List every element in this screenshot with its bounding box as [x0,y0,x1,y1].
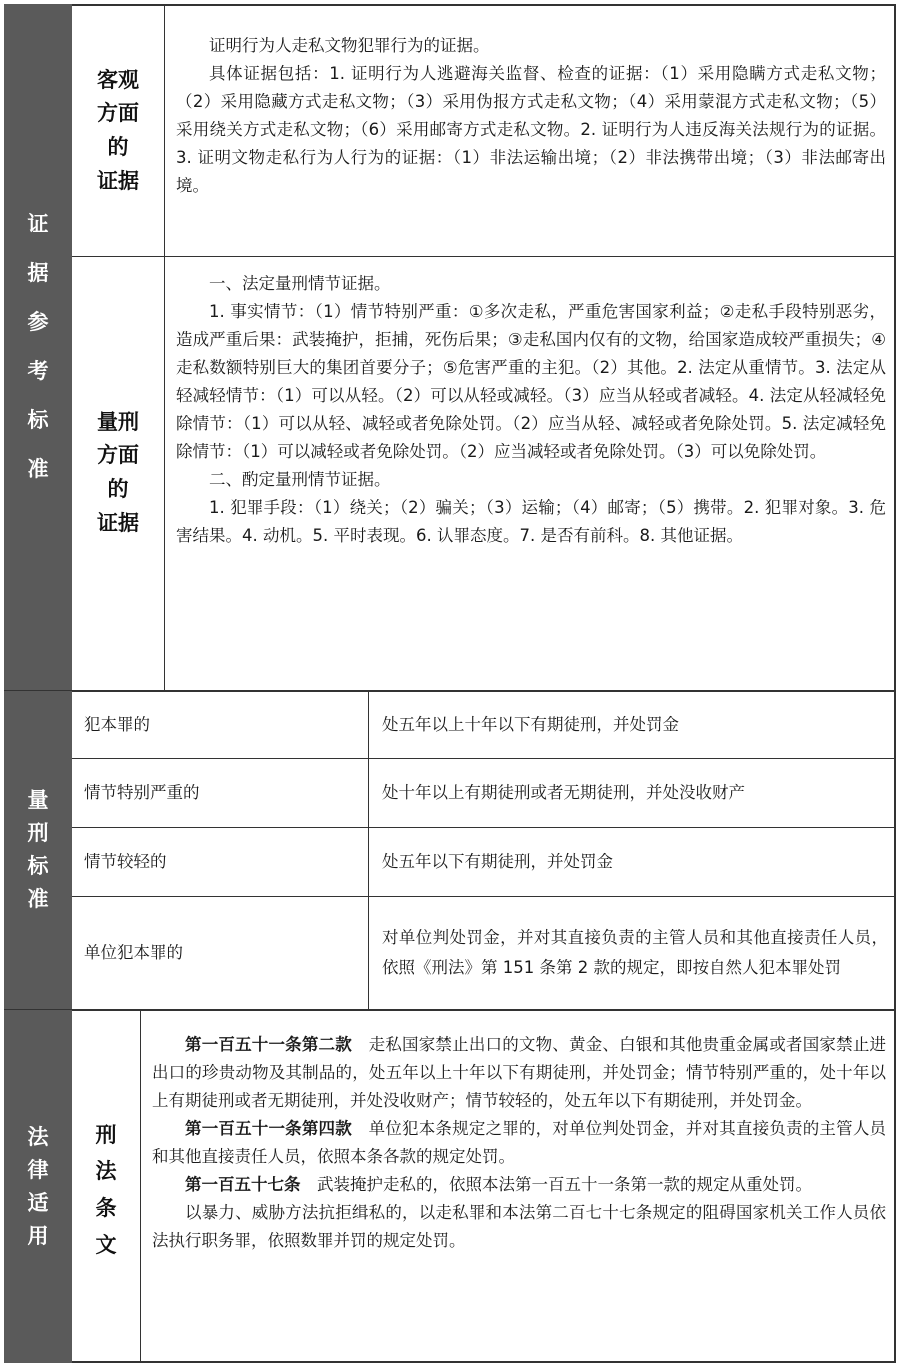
evidence-section-label: 证 据 参 考 标 准 [4,4,72,690]
sentencing-evidence-label: 量刑 方面 的 证据 [97,409,139,535]
sentencing-evidence-text: 一、法定量刑情节证据。 1. 事实情节：（1）情节特别严重：①多次走私，严重危害国家利益；②走私手段特别恶劣，造成严重后果：武装掩护，拒捕，死伤后果；③走私国内仅有的文物，给国家造成较严重损失；④走私数额特别巨大的集团首要分子；⑤危害严重的主犯。（2）其他。2. 法定从重情节。3. 法定从轻减轻情节：（1）可以从轻。（2）可以从轻或减轻。（3）应当从轻或者减轻。4. 法定从轻减轻免除情节：（1）可以从轻、减轻或者免除处罚。（2）应当从轻、减轻或者免除处罚。5. 法定减轻免除情节：（1）可以减轻或者免除处罚。（2）应当减轻或者免除处罚。（3）可以免除处罚。 二、酌定量刑情节证据。 1. 犯罪手段：（1）绕关；（2）骗关；（3）运输；（4）邮寄；（5）携带。2. 犯罪对象。3. 危害结果。4. 动机。5. 平时表现。6. 认罪态度。7. 是否有前科。8. 其他证据。 [176,274,886,545]
section-divider [4,1009,896,1011]
objective-evidence-text: 证明行为人走私文物犯罪行为的证据。 具体证据包括：1. 证明行为人逃避海关监督、检查的证据：（1）采用隐瞒方式走私文物；（2）采用隐藏方式走私文物；（3）采用伪报方式走私文物；（4）采用蒙混方式走私文物；（5）采用绕关方式走私文物；（6）采用邮寄方式走私文物。2. 证明行为人违反海关法规行为的证据。3. 证明文物走私行为人行为的证据：（1）非法运输出境；（2）非法携带出境；（3）非法邮寄出境。 [176,36,886,195]
sentencing-row-condition: 单位犯本罪的 [84,943,183,962]
divider [164,4,165,690]
divider [140,1011,141,1363]
sentencing-row-condition: 犯本罪的 [84,715,150,734]
sentencing-row-penalty: 处五年以上十年以下有期徒刑，并处罚金 [382,715,679,734]
criminal-law-articles-label: 刑 法 条 文 [95,1122,117,1257]
divider [72,256,896,257]
law-article: 第一百五十一条第四款 单位犯本条规定之罪的，对单位判处罚金，并对其直接负责的主管人员和其他直接责任人员，依照本条各款的规定处罚。 [152,1119,887,1166]
sentencing-row-penalty: 处五年以下有期徒刑，并处罚金 [382,852,613,871]
sentencing-standard-label: 量 刑 标 准 [4,691,72,1009]
sentencing-row-penalty: 处十年以上有期徒刑或者无期徒刑，并处没收财产 [382,783,745,802]
law-article: 第一百五十一条第二款 走私国家禁止出口的文物、黄金、白银和其他贵重金属或者国家禁止进出口的珍贵动物及其制品的，处五年以上十年以下有期徒刑，并处罚金；情节特别严重的，处十年以上有期徒刑或者无期徒刑，并处没收财产；情节较轻的，处五年以下有期徒刑，并处罚金。 [152,1035,887,1110]
sentencing-row-condition: 情节特别严重的 [84,783,200,802]
law-article: 第一百五十七条 武装掩护走私的，依照本法第一百五十一条第一款的规定从重处罚。 [185,1175,812,1194]
law-application-label: 法 律 适 用 [4,1010,72,1363]
law-article: 以暴力、威胁方法抗拒缉私的，以走私罪和本法第二百七十七条规定的阻碍国家机关工作人员依法执行职务罪，依照数罪并罚的规定处罚。 [152,1203,886,1250]
objective-evidence-label: 客观 方面 的 证据 [97,67,139,193]
sentencing-row-penalty: 对单位判处罚金，并对其直接负责的主管人员和其他直接责任人员，依照《刑法》第 151 条第 2 款的规定，即按自然人犯本罪处罚 [382,928,888,977]
divider [368,692,369,1009]
sentencing-row-condition: 情节较轻的 [84,852,167,871]
law-articles-text [152,1031,886,1255]
